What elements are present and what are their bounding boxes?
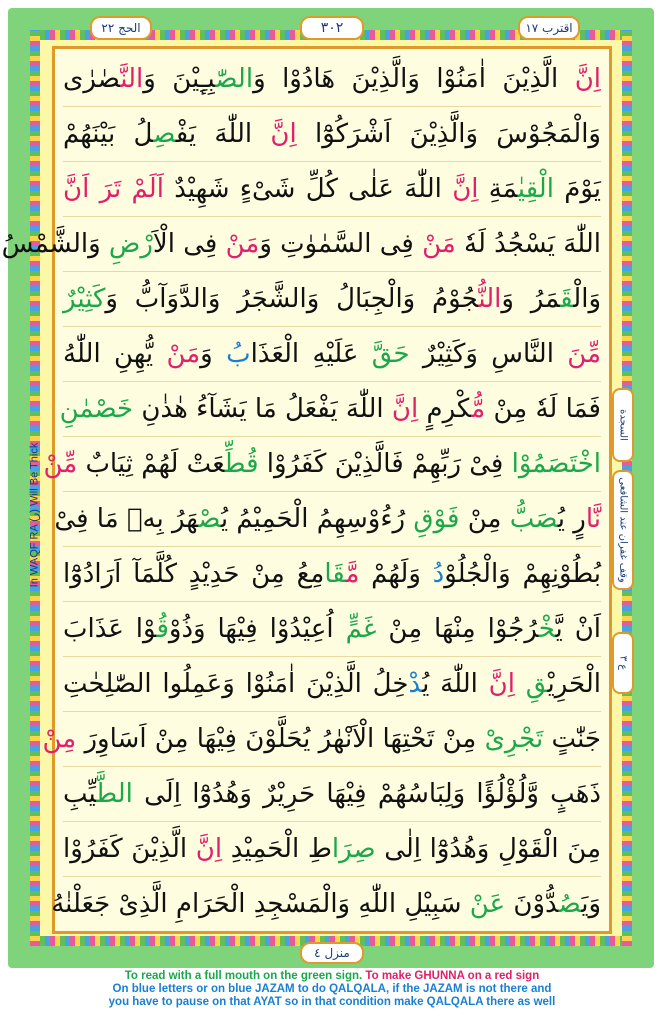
text-segment: حَقَّ [371, 339, 410, 369]
text-line [63, 106, 601, 162]
instruction-line-2: On blue letters or on blue JAZAM to do QALQALA, if the JAZAM is not there and [112, 983, 552, 995]
text-segment: الصّٰ [215, 64, 254, 94]
ruku-marker-text: ع ٣ [617, 655, 629, 671]
text-segment: جُوْمُ وَالْجِبَالُ وَالشَّجَرُ وَالدَّوَآبُّ وَ [105, 284, 479, 314]
text-line [63, 326, 601, 382]
text-segment: عَنْ [469, 889, 506, 919]
text-segment: مَنْ [166, 339, 201, 369]
text-segment: صْ [198, 504, 221, 534]
text-line [63, 821, 601, 877]
text-segment: اِنَّ [270, 119, 297, 149]
text-segment: فِى السَّمٰوٰتِ وَ [259, 229, 423, 259]
waqf-marker-text: وقف غفران عند الشافعی [617, 477, 629, 583]
text-segment: الْقِيٰ [517, 174, 554, 204]
text-segment: اُعِيْدُوْا فِيْهَا وَذُوْ [168, 614, 346, 644]
text-segment: اِنَّ [391, 394, 419, 424]
text-segment: كَثِيْرٌ [63, 284, 106, 314]
text-segment: سَبِيْلِ اللّٰهِ وَالْمَسْجِدِ الْحَرَامِ الَّذِىْ جَعَلْنٰهُ [51, 889, 470, 919]
text-segment: مَنْ [225, 229, 260, 259]
text-line [1, 216, 601, 272]
text-segment: اِنَّ [488, 669, 526, 699]
text-segment: ذَهَبٍ وَّلُؤْلُؤًا وَلِبَاسُهُمْ فِيْهَا حَرِيْرٌ وَهُدُوْٓا اِلَى [132, 779, 601, 809]
text-segment: وَيَ [581, 889, 601, 919]
text-segment: النُّ [478, 284, 502, 314]
text-segment: اللّٰهَ يَفْ [175, 119, 271, 149]
text-line [63, 271, 601, 327]
text-segment: مَنْ [422, 229, 456, 259]
sajda-marker-text: السجدة [617, 409, 629, 441]
text-segment: جَنّٰتٍ [543, 724, 601, 754]
text-segment: النَّاسِ وَكَثِيْرٌ [409, 339, 568, 369]
text-segment: كْرِمٍ [418, 394, 472, 424]
text-line [51, 876, 601, 932]
text-segment: قَا [324, 559, 346, 589]
text-segment: فِىْ رَبِّهِمْ فَالَّذِيْنَ كَفَرُوْا [258, 449, 512, 479]
text-segment: رُءُوْسِهِمُ الْحَمِيْمُ يُ [220, 504, 414, 534]
text-segment: الطَّ [96, 779, 133, 809]
text-segment: اللّٰهَ يُ [422, 669, 489, 699]
text-segment: اِنَّ [574, 64, 602, 94]
text-segment: مَرُ وَ [501, 284, 561, 314]
text-segment: مِنَ الْقَوْلِ وَهُدُوْٓا اِلٰى [375, 834, 601, 864]
text-segment: صُ [558, 889, 582, 919]
text-segment: صَبُّ [509, 504, 558, 534]
text-segment: خَصْمٰنِ [59, 394, 134, 424]
instruction-red: To make GHUNNA on a red sign [362, 970, 540, 982]
text-segment: فَمَا لَهٗ مِنْ [485, 394, 601, 424]
text-segment: مِّنْ [43, 449, 78, 479]
text-segment: قُ [156, 614, 169, 644]
text-line [63, 601, 601, 657]
text-segment: بُ [226, 339, 251, 369]
text-segment: مِنْ [42, 724, 77, 754]
text-line [63, 766, 601, 822]
text-line [59, 381, 601, 437]
instruction-line-1 [18, 970, 646, 983]
text-segment: طِ الْحَمِيْدِ [230, 834, 332, 864]
text-segment: اللّٰهَ يَسْجُدُ لَهٗ [455, 229, 601, 259]
instruction-green: To read with a full mouth on the green sign. [124, 970, 363, 982]
text-segment: النَّ [120, 64, 144, 94]
instruction-line-3: you have to pause on that AYAT so in that condition make QALQALA there as well [108, 996, 556, 1008]
text-line [63, 161, 601, 217]
text-segment: يِّبِ [63, 779, 97, 809]
text-segment: صِرَا [331, 834, 376, 864]
text-segment: الَّذِيْنَ اٰمَنُوْا وَالَّذِيْنَ هَادُوْا وَ [253, 64, 575, 94]
text-segment: فَوْقِ [413, 504, 460, 534]
text-segment: خْ [538, 614, 556, 644]
waqf-marker [612, 470, 634, 590]
text-segment: رُجُوْا مِنْهَا مِنْ [376, 614, 539, 644]
instructions [18, 970, 646, 1009]
text-segment: وَالْمَجُوْسَ وَالَّذِيْنَ اَشْرَكُوْٓا [296, 119, 601, 149]
text-line [54, 491, 601, 547]
page-number: ٣٠٢ [300, 16, 364, 40]
ruku-marker [612, 632, 634, 694]
text-segment: يُّهِنِ اللّٰهُ [63, 339, 167, 369]
text-segment: اَلَمْ تَرَ اَنَّ [63, 174, 164, 204]
text-segment: رْضِ [108, 229, 153, 259]
text-segment: بِـِٕيْنَ وَ [143, 64, 216, 94]
text-segment: وَالشَّمْسُ [1, 229, 109, 259]
waqf-note-text: In WAQF RA (ر) Will Be Thick [28, 442, 41, 588]
text-segment: اِنَّ [195, 834, 231, 864]
text-segment: مِنْ [459, 504, 510, 534]
text-segment: وْا عَذَابَ [63, 614, 157, 644]
juz-name-tab: اقترب ١٧ [518, 16, 580, 40]
text-segment: اِنَّ [452, 174, 489, 204]
text-segment: بُطُوْنِهِمْ وَالْجُلُوْ [444, 559, 602, 589]
text-segment: الَّذِيْنَ كَفَرُوْا [63, 834, 196, 864]
text-segment: اللّٰهَ يَفْعَلُ مَا يَشَآءُ هٰذٰنِ [133, 394, 392, 424]
text-segment: مَةِ [488, 174, 518, 204]
text-segment: الْحَرِيْ [547, 669, 601, 699]
text-segment: وَلَهُمْ [359, 559, 433, 589]
text-segment: وَ [200, 339, 227, 369]
text-segment: رٍ يُ [557, 504, 586, 534]
text-segment: صِ [153, 119, 176, 149]
text-segment: عَتْ لَهُمْ ثِيَابٌ [77, 449, 225, 479]
text-segment: خِلُ الَّذِيْنَ اٰمَنُوْا وَعَمِلُوا الصّٰلِحٰتِ [63, 669, 409, 699]
text-segment: يَوْمَ [553, 174, 601, 204]
text-segment: مُّ [471, 394, 486, 424]
text-line [63, 656, 601, 712]
text-segment: عَلَيْهِ الْعَذَا [250, 339, 372, 369]
sajda-marker [612, 388, 634, 462]
text-segment: اَنْ يَّ [555, 614, 602, 644]
text-segment: دُّوْنَ [505, 889, 559, 919]
text-line [63, 51, 601, 107]
text-line [63, 546, 601, 602]
text-segment: اللّٰهَ عَلٰى كُلِّ شَىْءٍ شَهِيْدٌ [163, 174, 453, 204]
text-segment: دْ [408, 669, 423, 699]
text-segment: صٰرٰى [63, 64, 121, 94]
text-segment: مِعُ مِنْ حَدِيْدٍ كُلَّمَآ اَرَادُوْٓا [63, 559, 325, 589]
text-segment: قَ [560, 284, 574, 314]
text-line [43, 436, 601, 492]
text-segment: قِ [525, 669, 548, 699]
text-segment: هَرُ بِهٖ مَا فِىْ [54, 504, 199, 534]
surah-name-tab: الحج ٢٢ [90, 16, 152, 40]
text-segment: مَّ [345, 559, 360, 589]
text-segment: دُ [432, 559, 445, 589]
text-line [42, 711, 601, 767]
text-segment: اخْتَصَمُوْا [511, 449, 601, 479]
text-segment: قُطِّ [224, 449, 259, 479]
text-segment: نَّا [585, 504, 601, 534]
text-segment: تَجْرِىْ [484, 724, 544, 754]
text-segment: غَمٍّ [345, 614, 377, 644]
text-segment: لُ بَيْنَهُمْ [63, 119, 154, 149]
text-segment: وَالْ [573, 284, 601, 314]
text-segment: فِى الْاَ [152, 229, 226, 259]
text-segment: مِّنَ [567, 339, 602, 369]
text-segment: مِنْ تَحْتِهَا الْاَنْهٰرُ يُحَلَّوْنَ فِيْهَا مِنْ اَسَاوِرَ [76, 724, 485, 754]
manzil-tab: منزل ٤ [300, 942, 364, 964]
waqf-note [22, 400, 46, 630]
